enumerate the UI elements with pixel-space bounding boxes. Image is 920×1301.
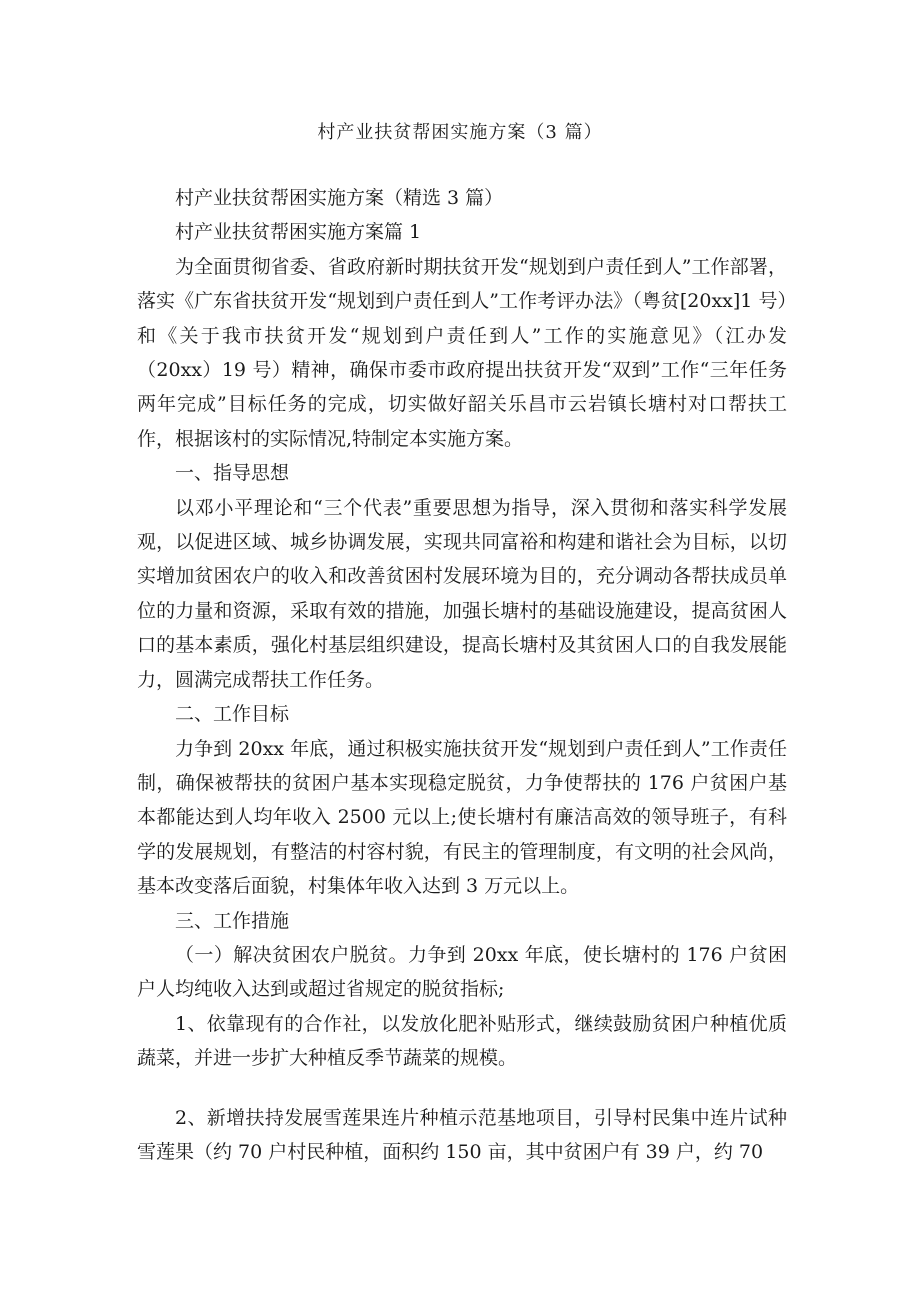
measure-item-1: （一）解决贫困农户脱贫。力争到 20xx 年底，使长塘村的 176 户贫困户人均纯收入达到或超过省规定的脱贫指标;: [137, 943, 787, 1001]
section-text-work-goals: 力争到 20xx 年底，通过积极实施扶贫开发“规划到户责任到人”工作责任制，确保被帮扶的贫困户基本实现稳定脱贫，力争使帮扶的 176 户贫困户基本都能达到人均年收入 2500 元以上;使长塘村有廉洁高效的领导班子，有科学的发展规划，有整洁的村容村貌，有民主的管理制度，有文明的社会风尚，基本改变落后面貌，村集体年收入达到 3 万元以上。: [137, 737, 787, 898]
section-heading-work-goals: 二、工作目标: [175, 703, 290, 726]
part-heading: 村产业扶贫帮困实施方案篇 1: [175, 221, 422, 244]
section-heading-guiding-ideology: 一、指导思想: [175, 462, 290, 485]
paragraph-gap: [137, 1076, 787, 1101]
section-heading-work-measures: 三、工作措施: [175, 909, 290, 932]
measure-item-1-2: 2、新增扶持发展雪莲果连片种植示范基地项目，引导村民集中连片试种雪莲果（约 70 户村民种植，面积约 150 亩，其中贫困户有 39 户，约 70: [137, 1106, 787, 1163]
intro-paragraph: 为全面贯彻省委、省政府新时期扶贫开发“规划到户责任到人”工作部署，落实《广东省扶贫开发“规划到户责任到人”工作考评办法》（粤贫[20xx]1 号）和《关于我市扶贫开发“规划到户责任到人”工作的实施意见》（江办发（20xx）19 号）精神，确保市委市政府提出扶贫开发“双到”工作“三年任务两年完成”目标任务的完成，切实做好韶关乐昌市云岩镇长塘村对口帮扶工作，根据该村的实际情况,特制定本实施方案。: [137, 255, 787, 450]
measure-item-1-1: 1、依靠现有的合作社，以发放化肥补贴形式，继续鼓励贫困户种植优质蔬菜，并进一步扩大种植反季节蔬菜的规模。: [137, 1012, 787, 1070]
document-subtitle: 村产业扶贫帮困实施方案（精选 3 篇）: [175, 187, 504, 209]
document-body: [137, 181, 787, 1169]
document-title: 村产业扶贫帮困实施方案（3 篇）: [317, 122, 603, 143]
section-text-guiding-ideology: 以邓小平理论和“三个代表”重要思想为指导，深入贯彻和落实科学发展观，以促进区域、城乡协调发展，实现共同富裕和构建和谐社会为目标，以切实增加贫困农户的收入和改善贫困村发展环境为目的，充分调动各帮扶成员单位的力量和资源，采取有效的措施，加强长塘村的基础设施建设，提高贫困人口的基本素质，强化村基层组织建设，提高长塘村及其贫困人口的自我发展能力，圆满完成帮扶工作任务。: [137, 496, 787, 691]
